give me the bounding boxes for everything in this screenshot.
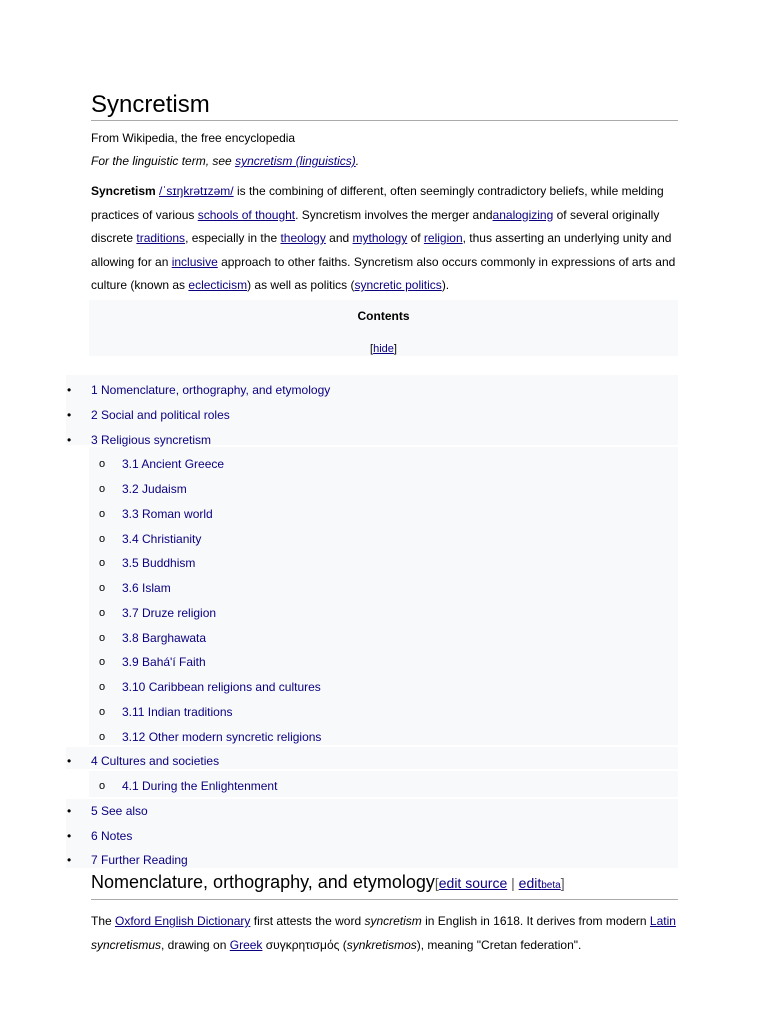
link-religion[interactable]: religion	[423, 231, 463, 245]
page-title: Syncretism	[91, 90, 678, 121]
lead-term: Syncretism	[91, 184, 156, 198]
toc-sub-bullet: o	[99, 532, 106, 545]
para-italic: synkretismos	[346, 937, 417, 952]
para-text: first attests the word	[250, 914, 365, 928]
hatnote	[91, 154, 359, 168]
link-oed[interactable]: Oxford English Dictionary	[115, 914, 251, 928]
toc-item[interactable]: 3.4 Christianity	[122, 531, 202, 546]
toc-sub-bullet: o	[99, 458, 106, 471]
toc-item[interactable]: 3 Religious syncretism	[91, 432, 212, 447]
toc-sub-bullet: o	[99, 780, 106, 792]
link-syncretic-politics[interactable]: syncretic politics	[354, 278, 442, 292]
toc-item[interactable]: 3.3 Roman world	[122, 506, 213, 521]
ipa-link[interactable]: /ˈsɪŋkrətɪzəm/	[159, 184, 234, 198]
link-greek[interactable]: Greek	[229, 937, 263, 952]
toc-bullet: •	[67, 828, 72, 843]
link-traditions[interactable]: traditions	[136, 231, 186, 245]
bracket: [	[370, 343, 374, 355]
toc-item[interactable]: 3.1 Ancient Greece	[122, 457, 225, 472]
toc-bullet: •	[67, 432, 72, 447]
bracket: ]	[560, 875, 565, 891]
toc-sub-bullet: o	[99, 557, 106, 570]
edit-section-links	[435, 875, 565, 891]
toc-hide-link[interactable]: hide	[373, 343, 394, 355]
section-heading-text: Nomenclature, orthography, and etymology	[91, 872, 435, 892]
section-heading	[91, 869, 678, 900]
toc-sub-bullet: o	[99, 483, 106, 495]
toc-item[interactable]: 7 Further Reading	[91, 853, 188, 868]
beta-label: beta	[541, 880, 561, 891]
edit-link[interactable]	[519, 875, 561, 891]
section-paragraph	[91, 910, 691, 957]
para-text: ), meaning "Cretan federation".	[416, 937, 582, 952]
toc-item[interactable]: 3.12 Other modern syncretic religions	[122, 729, 322, 744]
toc-bullet: •	[67, 853, 72, 868]
toc-item[interactable]: 1 Nomenclature, orthography, and etymology	[91, 383, 331, 397]
toc-item[interactable]: 2 Social and political roles	[91, 407, 230, 422]
para-italic: syncretismus	[91, 937, 162, 952]
lead-text: . Syncretism involves the merger and	[295, 207, 493, 222]
toc-bullet: •	[67, 383, 72, 397]
hatnote-suffix: .	[355, 154, 360, 168]
toc-item[interactable]: 5 See also	[91, 803, 148, 818]
lead-text: of	[407, 231, 424, 245]
lead-text: ) as well as politics (	[247, 278, 355, 292]
link-theology[interactable]: theology	[280, 231, 326, 245]
toc-sub-bullet: o	[99, 631, 106, 644]
hatnote-prefix: For the linguistic term, see	[91, 154, 236, 168]
hatnote-link[interactable]: syncretism (linguistics)	[235, 154, 356, 168]
toc-bullet: •	[67, 407, 72, 422]
lead-text: , especially in the	[185, 231, 281, 245]
toc-item[interactable]: 4 Cultures and societies	[91, 754, 220, 769]
toc-sub-bullet: o	[99, 730, 106, 743]
separator: |	[507, 875, 519, 891]
toc-item[interactable]: 6 Notes	[91, 828, 133, 843]
toc-item[interactable]: 3.8 Barghawata	[122, 630, 207, 645]
link-analogizing[interactable]: analogizing	[492, 207, 554, 222]
link-inclusive[interactable]: inclusive	[171, 254, 218, 269]
toc-item[interactable]: 3.2 Judaism	[122, 482, 187, 496]
bracket: [	[434, 875, 439, 891]
lead-text: approach to other faiths. Syncretism also occurs commonly in expressions of arts and culture (known as	[91, 254, 676, 292]
lead-text: and	[325, 231, 353, 245]
toc-sub-bullet: o	[99, 681, 106, 693]
link-latin[interactable]: Latin	[649, 914, 676, 928]
link-eclecticism[interactable]: eclecticism	[188, 278, 248, 292]
para-text: in English in 1618. It derives from modern	[421, 914, 650, 928]
lead-text: , thus asserting an underlying unity and allowing for an	[91, 231, 672, 269]
para-text: The	[91, 914, 116, 928]
toc-sub-bullet: o	[99, 582, 106, 594]
para-text: συγκρητισμός (	[262, 937, 347, 952]
toc-sub-bullet: o	[99, 507, 106, 520]
lead-text: ).	[441, 278, 450, 292]
toc-bullet: •	[67, 803, 72, 818]
toc-item[interactable]: 4.1 During the Enlightenment	[122, 779, 278, 793]
site-tagline: From Wikipedia, the free encyclopedia	[91, 131, 296, 145]
toc-header	[89, 300, 678, 356]
lead-paragraph	[91, 180, 691, 298]
toc-bullet: •	[67, 754, 72, 769]
link-schools-of-thought[interactable]: schools of thought	[197, 207, 296, 222]
para-text: , drawing on	[161, 937, 230, 952]
lead-text: of several originally discrete	[91, 207, 660, 245]
toc-item[interactable]: 3.10 Caribbean religions and cultures	[122, 680, 321, 694]
toc-sub-bullet: o	[99, 656, 106, 669]
toc-item[interactable]: 3.5 Buddhism	[122, 556, 196, 571]
toc-item[interactable]: 3.6 Islam	[122, 581, 171, 595]
para-italic: syncretism	[364, 914, 422, 928]
link-mythology[interactable]: mythology	[352, 231, 408, 245]
toc-item[interactable]: 3.9 Bahá'í Faith	[122, 655, 206, 670]
lead-text: is the combining of different, often seemingly contradictory beliefs, while melding practices of various	[91, 184, 664, 222]
bracket: ]	[393, 343, 397, 355]
edit-label: edit	[518, 875, 542, 891]
toc-item[interactable]: 3.7 Druze religion	[122, 605, 217, 620]
toc-hide-toggle	[89, 343, 678, 355]
toc-item[interactable]: 3.11 Indian traditions	[122, 704, 233, 719]
toc-sub-bullet: o	[99, 606, 106, 619]
toc-sub-bullet: o	[99, 705, 106, 718]
edit-source-link[interactable]: edit source	[438, 875, 508, 891]
toc-title: Contents	[357, 309, 410, 323]
